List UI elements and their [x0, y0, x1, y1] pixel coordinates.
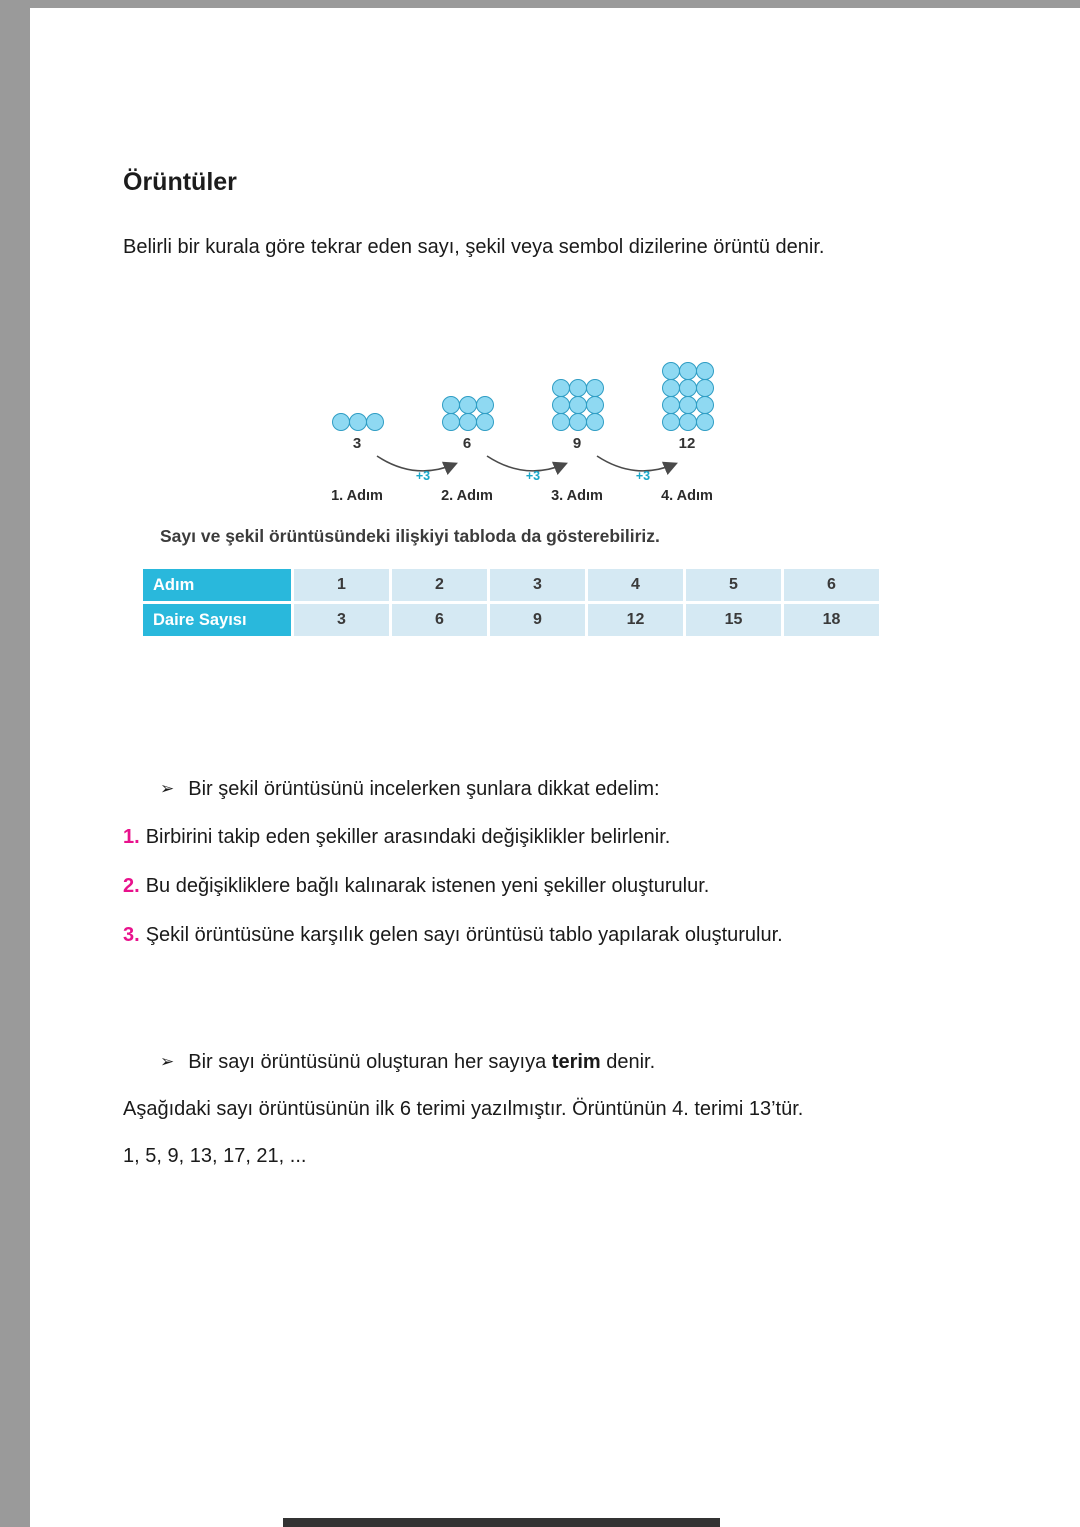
pattern-step — [532, 348, 622, 453]
circle-icon — [332, 413, 350, 431]
step-label: 4. Adım — [661, 488, 713, 504]
note-item — [123, 826, 783, 849]
arrow-increment-label: +3 — [415, 469, 431, 483]
note-number: 1. — [123, 826, 140, 848]
value-cell: 1 — [294, 569, 389, 601]
term-text-suffix: denir. — [600, 1051, 656, 1073]
circle-row — [552, 396, 603, 413]
value-cell: 15 — [686, 604, 781, 636]
arrow-bullet-icon: ➢ — [160, 779, 175, 798]
circle-icon — [569, 396, 587, 414]
arrow-bullet-icon: ➢ — [160, 1052, 175, 1071]
page-title: Örüntüler — [123, 168, 237, 196]
circle-count-label: 6 — [462, 435, 472, 452]
circle-row — [662, 379, 713, 396]
circle-icon — [569, 379, 587, 397]
value-cell: 4 — [588, 569, 683, 601]
circle-icon — [552, 396, 570, 414]
next-page-edge — [283, 1518, 720, 1527]
circle-row — [552, 413, 603, 430]
circle-icon — [569, 413, 587, 431]
circle-icon — [696, 362, 714, 380]
circle-icon — [586, 396, 604, 414]
notes-list — [123, 826, 783, 973]
circle-row — [442, 413, 493, 430]
circle-group — [332, 413, 383, 430]
value-cell: 9 — [490, 604, 585, 636]
value-cell: 6 — [784, 569, 879, 601]
circle-icon — [459, 396, 477, 414]
pattern-step — [642, 348, 732, 453]
circle-icon — [552, 413, 570, 431]
step-label: 1. Adım — [331, 488, 383, 504]
note-text: Bu değişikliklere bağlı kalınarak istenen yeni şekiller oluşturulur. — [145, 875, 710, 897]
term-bullet-line — [160, 1051, 655, 1074]
circle-row — [332, 413, 383, 430]
step-arrows — [285, 451, 755, 487]
circle-count-label: 12 — [678, 435, 696, 452]
circle-icon — [366, 413, 384, 431]
circle-count-label: 9 — [572, 435, 582, 452]
circle-icon — [459, 413, 477, 431]
circle-icon — [442, 396, 460, 414]
circle-icon — [349, 413, 367, 431]
circle-row — [662, 413, 713, 430]
circle-icon — [679, 362, 697, 380]
circle-row — [662, 362, 713, 379]
note-number: 3. — [123, 924, 140, 946]
pattern-step — [312, 348, 402, 453]
circle-icon — [696, 396, 714, 414]
circle-icon — [679, 396, 697, 414]
circle-icon — [586, 413, 604, 431]
circle-row — [552, 379, 603, 396]
circle-icon — [662, 413, 680, 431]
term-bullet-text — [188, 1051, 655, 1074]
intro-paragraph: Belirli bir kurala göre tekrar eden sayı, şekil veya sembol dizilerine örüntü denir. — [123, 236, 825, 258]
value-cell: 6 — [392, 604, 487, 636]
circle-icon — [662, 379, 680, 397]
circle-group — [552, 379, 603, 430]
number-sequence: 1, 5, 9, 13, 17, 21, ... — [123, 1145, 307, 1167]
note-item — [123, 924, 783, 947]
term-word: terim — [551, 1051, 601, 1073]
figure-caption: Sayı ve şekil örüntüsündeki ilişkiyi tabloda da gösterebiliriz. — [160, 526, 660, 546]
pattern-table-body — [143, 569, 879, 636]
circle-icon — [696, 413, 714, 431]
term-text-prefix: Bir sayı örüntüsünü oluşturan her sayıya — [188, 1051, 552, 1073]
table-row — [143, 569, 879, 601]
term-paragraph: Aşağıdaki sayı örüntüsünün ilk 6 terimi yazılmıştır. Örüntünün 4. terimi 13’tür. — [123, 1098, 804, 1120]
value-cell: 2 — [392, 569, 487, 601]
circle-icon — [662, 396, 680, 414]
value-cell: 12 — [588, 604, 683, 636]
circle-icon — [476, 413, 494, 431]
value-cell: 3 — [490, 569, 585, 601]
attention-bullet-text: Bir şekil örüntüsünü incelerken şunlara dikkat edelim: — [188, 778, 660, 800]
row-header-cell: Adım — [143, 569, 291, 601]
note-text: Birbirini takip eden şekiller arasındaki değişiklikler belirlenir. — [145, 826, 671, 848]
circle-icon — [552, 379, 570, 397]
circle-icon — [696, 379, 714, 397]
circle-icon — [679, 413, 697, 431]
step-label: 2. Adım — [441, 488, 493, 504]
arrow-increment-label: +3 — [635, 469, 651, 483]
circle-icon — [476, 396, 494, 414]
circle-count-label: 3 — [352, 435, 362, 452]
value-cell: 5 — [686, 569, 781, 601]
circle-icon — [442, 413, 460, 431]
step-label: 3. Adım — [551, 488, 603, 504]
document-page — [30, 8, 1080, 1527]
pattern-step — [422, 348, 512, 453]
circle-icon — [679, 379, 697, 397]
pattern-table — [140, 566, 882, 639]
circle-group — [662, 362, 713, 430]
note-text: Şekil örüntüsüne karşılık gelen sayı örüntüsü tablo yapılarak oluşturulur. — [145, 924, 783, 946]
circle-icon — [586, 379, 604, 397]
note-item — [123, 875, 783, 898]
attention-bullet-line — [160, 778, 660, 801]
circle-icon — [662, 362, 680, 380]
value-cell: 3 — [294, 604, 389, 636]
arrow-increment-label: +3 — [525, 469, 541, 483]
circle-row — [442, 396, 493, 413]
circle-group — [442, 396, 493, 430]
table-row — [143, 604, 879, 636]
note-number: 2. — [123, 875, 140, 897]
value-cell: 18 — [784, 604, 879, 636]
pattern-figure — [285, 348, 755, 513]
row-header-cell: Daire Sayısı — [143, 604, 291, 636]
circle-row — [662, 396, 713, 413]
